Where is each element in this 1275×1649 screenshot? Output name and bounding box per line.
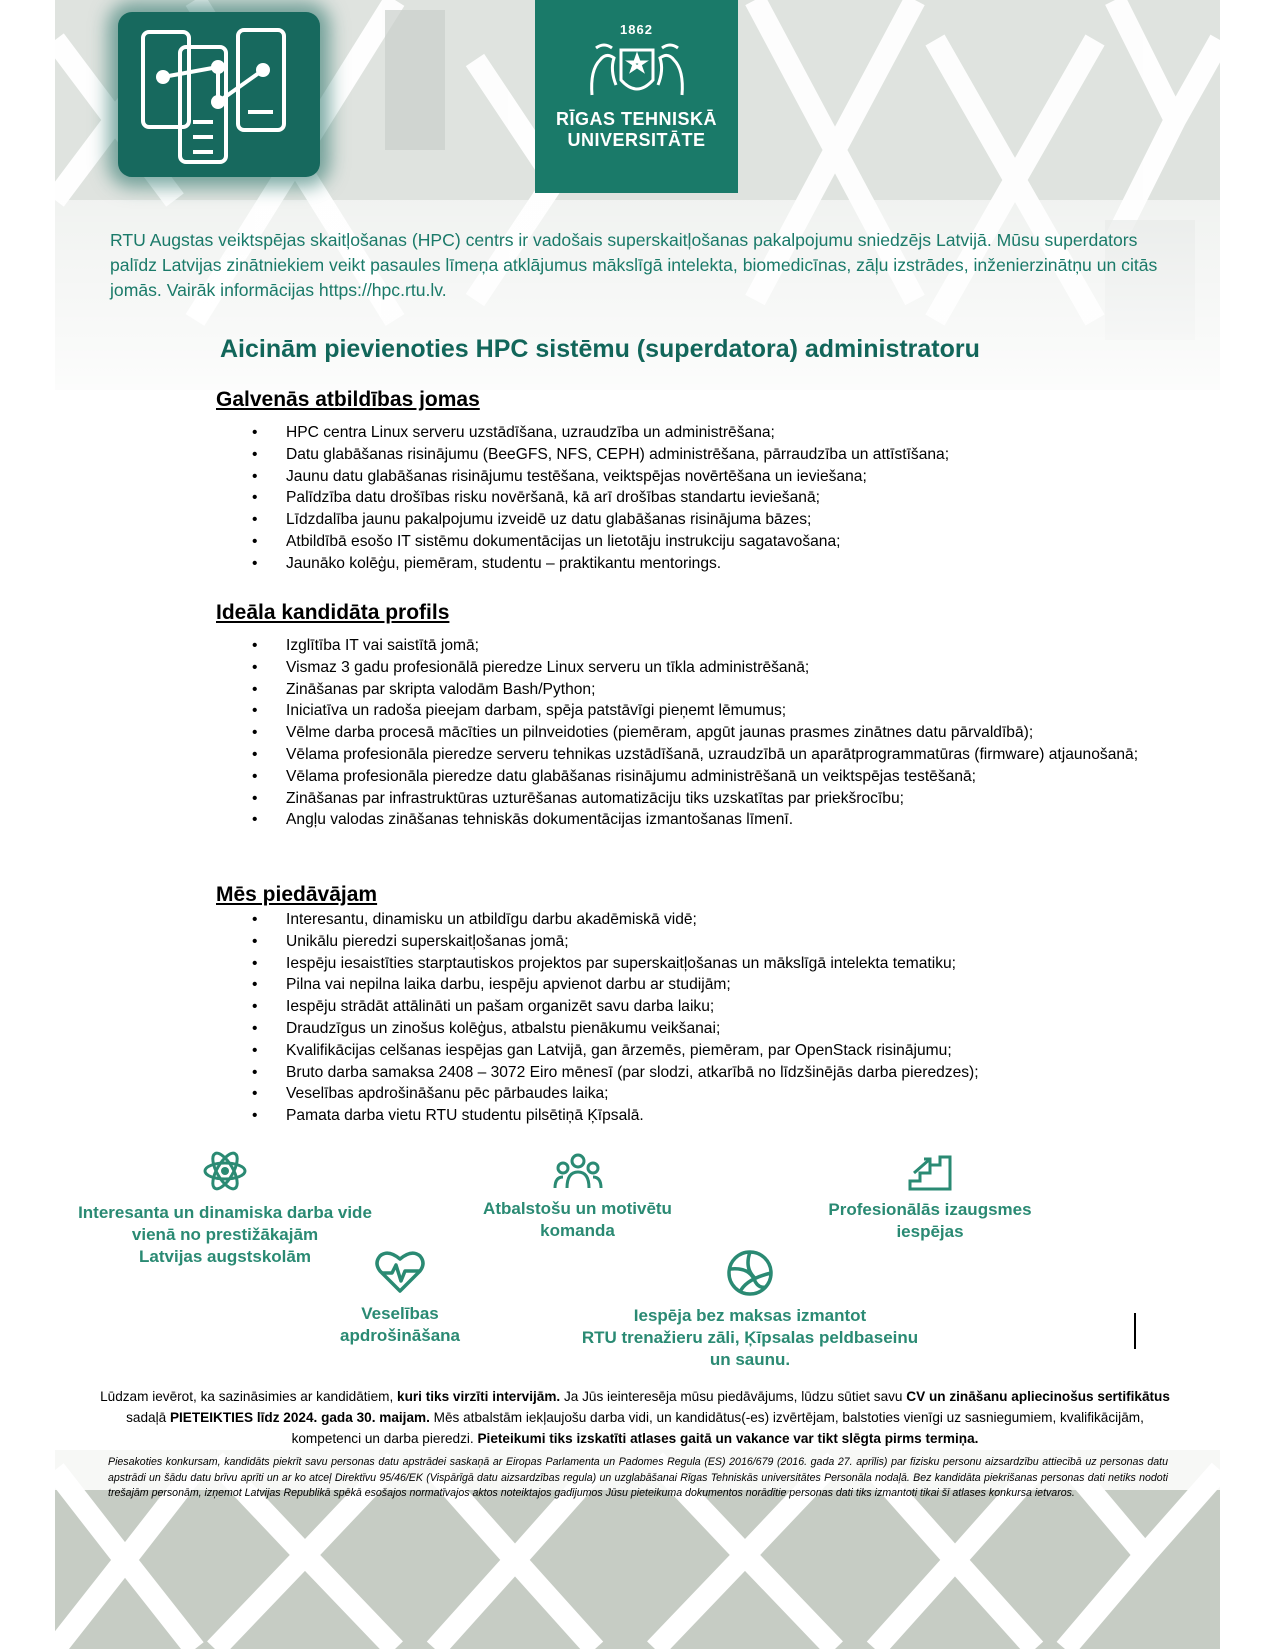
volleyball-icon — [726, 1249, 774, 1297]
notice-text: Ja Jūs ieinteresēja mūsu piedāvājums, lūdzu sūtiet savu — [560, 1389, 907, 1404]
atom-icon — [202, 1148, 248, 1194]
list-item: • Angļu valodas zināšanas tehniskās dokumentācijas izmantošanas līmenī. — [216, 809, 1166, 831]
benefit-text-line: apdrošināšana — [340, 1326, 460, 1345]
notice-text: sadaļā — [126, 1410, 170, 1425]
benefit-text-line: Atbalstošu un motivētu — [483, 1199, 672, 1218]
benefit-team — [460, 1152, 695, 1242]
list-item: • Datu glabāšanas risinājumu (BeeGFS, NFS, CEPH) administrēšana, pārraudzība un attīstīšana; — [216, 444, 1166, 466]
list-item: • Zināšanas par infrastruktūras uzturēšanas automatizāciju tiks uzskatītas par priekšrocību; — [216, 788, 1166, 810]
responsibilities-section — [216, 388, 1166, 575]
notice-bold-text: kuri tiks virzīti intervijām. — [397, 1389, 561, 1404]
profile-heading: Ideāla kandidāta profils — [216, 601, 450, 624]
list-item: • Zināšanas par skripta valodām Bash/Python; — [216, 679, 1166, 701]
list-item: • Bruto darba samaksa 2408 – 3072 Eiro mēnesī (par slodzi, atkarībā no līdzšinējās darba pieredzes); — [216, 1062, 1166, 1084]
list-item: • Draudzīgus un zinošus kolēģus, atbalstu pienākumu veikšanai; — [216, 1018, 1166, 1040]
list-item: • Atbildībā esošo IT sistēmu dokumentācijas un lietotāju instrukciju sagatavošana; — [216, 531, 1166, 553]
privacy-statement: Piesakoties konkursam, kandidāts piekrīt savu personas datu apstrādei saskaņā ar Eiropas Parlamenta un Padomes Regula (ES) 2016/679 (2016. gada 27. aprīlis) par fizisku personu aizsardzību attiecībā uz personas datu apstrādi un šādu datu brīvu aprīti un ar ko atceļ Direktīvu 95/46/EK (Vispārīgā datu aizsardzības regula) un uzglabāšanai Rīgas Tehniskās universitātes Personāla nodaļā. Bez kandidāta piekrišanas personas dati netiks nodoti trešajām personām, izņemot Latvijas Republikā spēkā esošajos normatīvajos aktos noteiktajos gadījumos Jūsu pieteikuma dokumentos norādītie personas dati tiks izmantoti tikai šī atlases konkursa ietvaros. — [108, 1456, 1168, 1499]
responsibilities-heading: Galvenās atbildības jomas — [216, 388, 480, 411]
heart-pulse-icon — [374, 1249, 426, 1295]
rtu-name-line2: UNIVERSITĀTE — [567, 130, 706, 150]
list-item: • Pamata darba vietu RTU studentu pilsētiņā Ķīpsalā. — [216, 1105, 1166, 1127]
benefit-text-line: Veselības — [361, 1304, 439, 1323]
notice-text: Mēs atbalstām iekļaujošu darba vidi, un kandidātus(-es) izvērtējam, balstoties vienīgi uz sasniegumiem, kvalifikācijām, kompetenci un darba pieredzi. — [291, 1410, 1144, 1446]
benefit-text-line: vienā no prestižākajām — [131, 1225, 319, 1244]
list-item: • Līdzdalība jaunu pakalpojumu izveidē uz datu glabāšanas risinājuma bāzes; — [216, 509, 1166, 531]
list-item: • HPC centra Linux serveru uzstādīšana, uzraudzība un administrēšana; — [216, 422, 1166, 444]
list-item: • Jaunu datu glabāšanas risinājumu testēšana, veiktspējas novērtēšana un ieviešana; — [216, 466, 1166, 488]
benefit-sports-facilities — [560, 1249, 940, 1371]
benefit-health-insurance — [320, 1249, 480, 1347]
rtu-name-line1: RĪGAS TEHNISKĀ — [555, 109, 717, 129]
list-item: • Pilna vai nepilna laika darbu, iespēju apvienot darbu ar studijām; — [216, 974, 1166, 996]
offer-list — [216, 909, 1166, 1127]
list-item: • Jaunāko kolēģu, piemēram, studentu – praktikantu mentorings. — [216, 553, 1166, 575]
notice-bold-text: CV un zināšanu apliecinošus sertifikātus — [906, 1389, 1170, 1404]
notice-deadline: līdz 2024. gada 30. maijam. — [253, 1410, 430, 1425]
benefit-text-line: RTU trenažieru zāli, Ķīpsalas peldbaseinu — [581, 1328, 919, 1347]
team-icon — [553, 1152, 603, 1190]
responsibilities-list — [216, 422, 1166, 575]
server-network-icon — [118, 12, 320, 177]
growth-stairs-icon — [908, 1155, 952, 1191]
list-item: • Interesantu, dinamisku un atbildīgu darbu akadēmiskā vidē; — [216, 909, 1166, 931]
rtu-logo — [535, 0, 738, 193]
benefit-text-line: un saunu. — [709, 1350, 791, 1369]
offer-heading: Mēs piedāvājam — [216, 883, 378, 906]
list-item: • Iespēju strādāt attālināti un pašam organizēt savu darba laiku; — [216, 996, 1166, 1018]
benefit-text-line: Profesionālās izaugsmes — [828, 1200, 1032, 1219]
intro-paragraph: RTU Augstas veiktspējas skaitļošanas (HPC) centrs ir vadošais superskaitļošanas pakalpojumu sniedzējs Latvijā. Mūsu superdators palīdz Latvijas zinātniekiem veikt pasaules līmeņa atklājumus mākslīgā intelekta, biomedicīnas, zāļu izstrādes, inženierzinātņu un citās jomās. Vairāk informācijas https://hpc.rtu.lv. — [110, 230, 1158, 300]
page-title: Aicinām pievienoties HPC sistēmu (superdatora) administratoru — [220, 335, 980, 363]
list-item: • Vēlama profesionāla pieredze serveru tehnikas uzstādīšanā, uzraudzībā un aparātprogrammatūras (firmware) atjaunošanā; — [216, 744, 1166, 766]
benefit-growth — [810, 1155, 1050, 1243]
list-item: • Iniciatīva un radoša pieejam darbam, spēja patstāvīgi pieņemt lēmumus; — [216, 700, 1166, 722]
benefit-text-line: Latvijas augstskolām — [139, 1247, 311, 1266]
list-item: • Iespēju iesaistīties starptautiskos projektos par superskaitļošanas un mākslīgā intelekta tematiku; — [216, 953, 1166, 975]
application-notice — [95, 1386, 1175, 1449]
profile-section — [216, 601, 1166, 831]
list-item: • Palīdzība datu drošības risku novēršanā, kā arī drošības standartu ieviešanā; — [216, 487, 1166, 509]
profile-list — [216, 635, 1166, 831]
list-item: • Veselības apdrošināšanu pēc pārbaudes laika; — [216, 1083, 1166, 1105]
rtu-crest-icon — [586, 40, 688, 102]
benefit-text-line: Interesanta un dinamiska darba vide — [78, 1203, 372, 1222]
benefit-text-line: komanda — [540, 1221, 615, 1240]
list-item: • Vēlme darba procesā mācīties un pilnveidoties (piemēram, apgūt jaunas prasmes zinātnes datu pārvaldībā); — [216, 722, 1166, 744]
rtu-year: 1862 — [620, 22, 653, 37]
hpc-logo — [118, 12, 320, 177]
benefit-text-line: Iespēja bez maksas izmantot — [633, 1306, 867, 1325]
notice-bold-text: Pieteikumi tiks izskatīti atlases gaitā un vakance var tikt slēgta pirms termiņa. — [477, 1431, 979, 1446]
list-item: • Vismaz 3 gadu profesionālā pieredze Linux serveru un tīkla administrēšanā; — [216, 657, 1166, 679]
divider-line — [1134, 1313, 1136, 1349]
list-item: • Vēlama profesionāla pieredze datu glabāšanas risinājumu administrēšanā un veiktspējas testēšanā; — [216, 766, 1166, 788]
notice-text: Lūdzam ievērot, ka sazināsimies ar kandidātiem, — [100, 1389, 398, 1404]
list-item: • Unikālu pieredzi superskaitļošanas jomā; — [216, 931, 1166, 953]
benefit-text-line: iespējas — [896, 1222, 964, 1241]
apply-link-text: PIETEIKTIES — [169, 1410, 254, 1425]
list-item: • Izglītība IT vai saistītā jomā; — [216, 635, 1166, 657]
offer-section — [216, 883, 1166, 1127]
list-item: • Kvalifikācijas celšanas iespējas gan Latvijā, gan ārzemēs, piemēram, par OpenStack risinājumu; — [216, 1040, 1166, 1062]
